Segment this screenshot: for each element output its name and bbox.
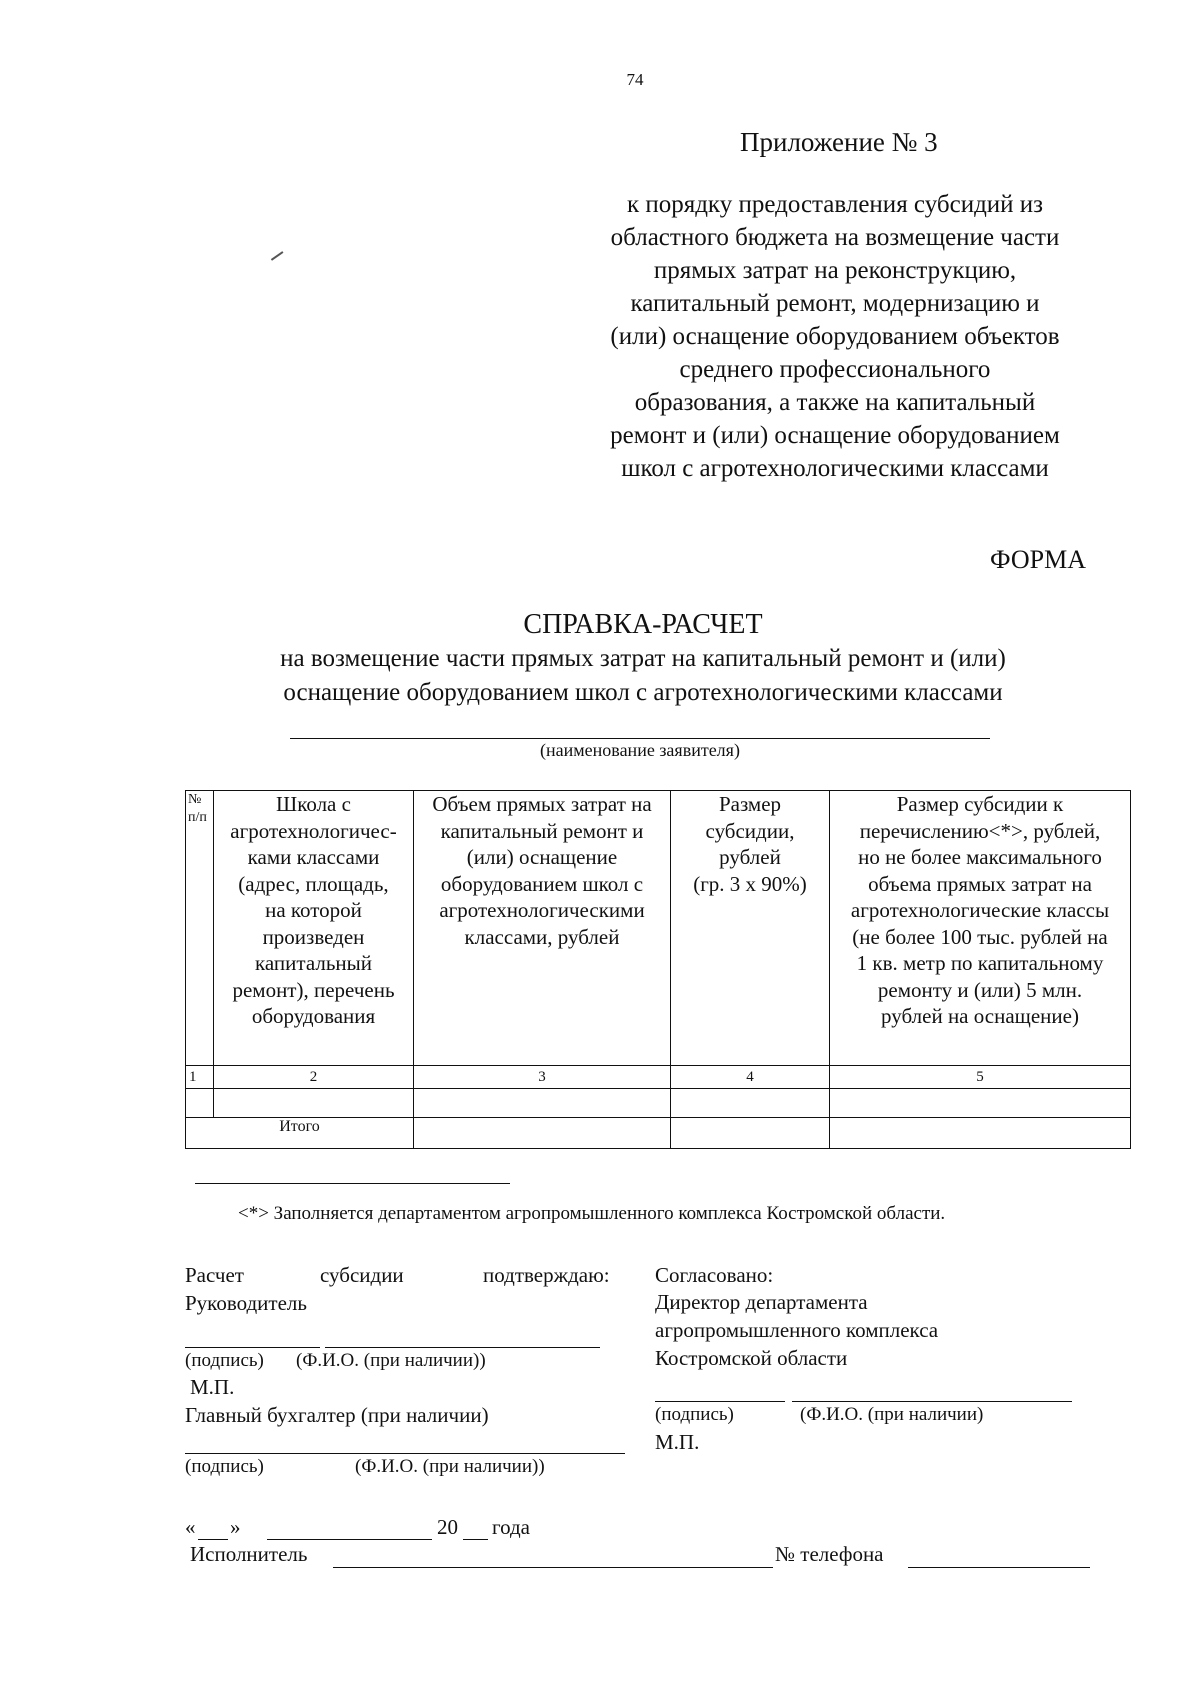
table-cell[interactable] (214, 1089, 414, 1118)
phone-label: № телефона (775, 1542, 884, 1566)
header-transfer-line: перечислению<*>, рублей, (859, 818, 1101, 843)
header-school-line: (адрес, площадь, (238, 871, 389, 896)
executor-field[interactable] (333, 1567, 773, 1568)
document-title: СПРАВКА-РАСЧЕТ (523, 609, 763, 640)
sign-caption: (подпись) (655, 1404, 734, 1425)
column-number-row (186, 1066, 1131, 1089)
date-year-prefix: 20 (437, 1515, 458, 1539)
column-number: 4 (671, 1066, 830, 1089)
header-volume (414, 791, 671, 1066)
applicant-name-field[interactable] (290, 738, 990, 739)
total-row (186, 1118, 1131, 1149)
director-name-field[interactable] (792, 1401, 1072, 1402)
confirm-word-2: субсидии (320, 1263, 404, 1287)
table-cell[interactable] (414, 1089, 671, 1118)
total-subsidy-cell[interactable] (671, 1118, 830, 1149)
header-transfer-line: 1 кв. метр по капитальному (856, 951, 1104, 975)
date-day-field[interactable] (198, 1539, 228, 1540)
appendix-subtitle-line: образования, а также на капитальный (634, 389, 1036, 416)
document-subtitle-line: оснащение оборудованием школ с агротехнологическими классами (283, 679, 1003, 706)
footnote-separator (195, 1183, 510, 1184)
date-year-field[interactable] (463, 1539, 488, 1540)
table-cell[interactable] (671, 1089, 830, 1118)
header-volume-line: Объем прямых затрат на (432, 792, 652, 816)
table-row (186, 1089, 1131, 1118)
appendix-subtitle-line: среднего профессионального (679, 356, 991, 383)
total-transfer-cell[interactable] (830, 1118, 1131, 1149)
date-close-quote: » (230, 1515, 241, 1539)
header-transfer-line: (не более 100 тыс. рублей на (852, 924, 1108, 949)
header-school-line: агротехнологичес- (230, 818, 397, 843)
name-caption: (Ф.И.О. (при наличии) (800, 1404, 984, 1425)
header-school-line: на которой (265, 898, 362, 922)
header-school-line: произведен (262, 924, 365, 949)
header-transfer-line: Размер субсидии к (896, 792, 1064, 816)
calculation-table (185, 790, 1131, 1149)
stamp-label: М.П. (655, 1430, 700, 1454)
sign-caption: (подпись) (185, 1456, 264, 1477)
date-open-quote: « (185, 1515, 196, 1539)
name-caption: (Ф.И.О. (при наличии)) (296, 1350, 486, 1371)
column-number: 3 (414, 1066, 671, 1089)
appendix-subtitle-line: школ с агротехнологическими классами (621, 455, 1049, 482)
head-label: Руководитель (185, 1291, 307, 1315)
head-signature-field[interactable] (185, 1347, 320, 1348)
agreed-label: Согласовано: (655, 1263, 774, 1287)
pen-mark (271, 251, 283, 260)
sign-caption: (подпись) (185, 1350, 264, 1371)
header-volume-line: капитальный ремонт и (440, 818, 644, 843)
appendix-subtitle (560, 188, 1110, 485)
header-school (214, 791, 414, 1066)
applicant-caption: (наименование заявителя) (540, 740, 740, 760)
header-subsidy (671, 791, 830, 1066)
header-transfer (830, 791, 1131, 1066)
date-year-suffix: года (492, 1515, 530, 1539)
table-header-row (186, 791, 1131, 1066)
appendix-title: Приложение № 3 (740, 127, 938, 157)
header-subsidy-line: (гр. 3 х 90%) (693, 871, 807, 896)
header-volume-line: агротехнологическими (439, 898, 645, 922)
header-volume-line: оборудованием школ с (440, 871, 644, 896)
name-caption: (Ф.И.О. (при наличии)) (355, 1456, 545, 1477)
director-title: Костромской области (655, 1346, 848, 1370)
appendix-subtitle-line: капитальный ремонт, модернизацию и (630, 290, 1040, 317)
document-subtitle (160, 642, 1126, 710)
header-school-line: ремонт), перечень (232, 977, 395, 1002)
column-number: 5 (830, 1066, 1131, 1089)
date-month-field[interactable] (267, 1539, 432, 1540)
executor-label: Исполнитель (190, 1542, 308, 1566)
director-signature-field[interactable] (655, 1401, 785, 1402)
confirm-word-3: подтверждаю: (483, 1263, 610, 1287)
table-cell[interactable] (830, 1089, 1131, 1118)
accountant-signature-field[interactable] (185, 1453, 625, 1454)
header-school-line: ками классами (247, 845, 380, 869)
appendix-subtitle-line: прямых затрат на реконструкцию, (653, 257, 1017, 284)
header-subsidy-line: субсидии, (705, 818, 795, 843)
form-label: ФОРМА (990, 545, 1086, 574)
header-school-line: оборудования (251, 1004, 376, 1028)
header-transfer-line: ремонту и (или) 5 млн. (877, 977, 1083, 1002)
director-title: Директор департамента (655, 1290, 868, 1314)
column-number: 2 (214, 1066, 414, 1089)
header-volume-line: (или) оснащение (466, 845, 618, 869)
header-transfer-line: объема прямых затрат на (868, 871, 1092, 896)
header-num-line: № (188, 792, 202, 807)
header-num (186, 791, 214, 1066)
confirm-word-1: Расчет (185, 1263, 244, 1287)
header-subsidy-line: Размер (718, 792, 782, 816)
stamp-label: М.П. (190, 1375, 235, 1399)
header-subsidy-line: рублей (719, 845, 781, 869)
appendix-subtitle-line: (или) оснащение оборудованием объектов (610, 323, 1060, 350)
header-volume-line: классами, рублей (464, 924, 620, 949)
header-school-line: Школа с (276, 792, 351, 816)
total-label: Итого (186, 1118, 414, 1149)
appendix-subtitle-line: ремонт и (или) оснащение оборудованием (610, 422, 1060, 449)
header-transfer-line: агротехнологические классы (850, 898, 1110, 922)
table-cell[interactable] (186, 1089, 214, 1118)
header-transfer-line: но не более максимального (858, 845, 1102, 869)
header-school-line: капитальный (255, 951, 372, 975)
page-number: 74 (626, 70, 644, 89)
total-volume-cell[interactable] (414, 1118, 671, 1149)
column-number: 1 (186, 1066, 214, 1089)
footnote: <*> Заполняется департаментом агропромышленного комплекса Костромской области. (238, 1203, 946, 1224)
header-transfer-line: рублей на оснащение) (881, 1004, 1079, 1028)
head-name-field[interactable] (325, 1347, 600, 1348)
document-subtitle-line: на возмещение части прямых затрат на капитальный ремонт и (или) (280, 645, 1006, 672)
appendix-subtitle-line: областного бюджета на возмещение части (610, 224, 1060, 251)
header-num-line: п/п (188, 810, 207, 825)
accountant-label: Главный бухгалтер (при наличии) (185, 1403, 489, 1427)
director-title: агропромышленного комплекса (655, 1318, 939, 1342)
appendix-subtitle-line: к порядку предоставления субсидий из (626, 191, 1044, 218)
phone-field[interactable] (908, 1567, 1090, 1568)
